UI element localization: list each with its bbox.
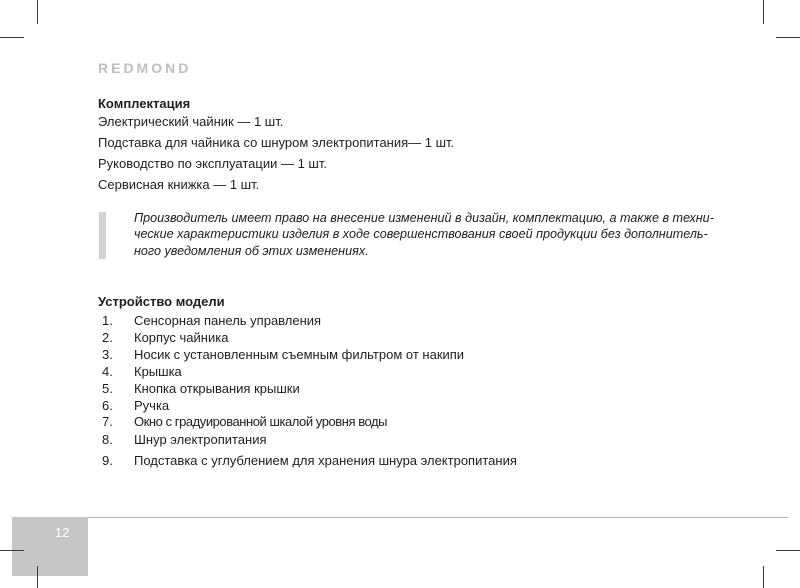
crop-mark-bottom-left-horizontal [0, 550, 24, 551]
part-number: 5. [102, 381, 113, 396]
contents-heading: Комплектация [98, 96, 191, 111]
part-number: 7. [102, 414, 113, 429]
notice-line: ческие характеристики изделия в ходе совершенствования своей продукции без дополнитель- [134, 227, 708, 241]
part-label: Корпус чайника [134, 330, 229, 345]
crop-mark-bottom-right-vertical [763, 566, 764, 588]
part-label: Ручка [134, 398, 170, 413]
part-label: Крышка [134, 364, 182, 379]
notice-line: Производитель имеет право на внесение изменений в дизайн, комплектацию, а также в техни- [134, 211, 714, 225]
footer-rule [88, 517, 788, 518]
part-label: Подставка с углублением для хранения шнура электропитания [134, 453, 517, 468]
part-number: 8. [102, 432, 113, 447]
crop-mark-top-left-horizontal [0, 37, 24, 38]
part-number: 3. [102, 347, 113, 362]
page-number: 12 [55, 525, 70, 540]
part-label: Носик с установленным съемным фильтром от накипи [134, 347, 465, 362]
part-number: 4. [102, 364, 113, 379]
crop-mark-bottom-left-vertical [37, 566, 38, 588]
part-label: Кнопка открывания крышки [134, 381, 300, 396]
contents-item: Сервисная книжка — 1 шт. [98, 177, 260, 192]
notice-line: ного уведомления об этих изменениях. [134, 244, 369, 258]
part-label: Шнур электропитания [134, 432, 267, 447]
crop-mark-top-right-horizontal [776, 37, 800, 38]
crop-mark-bottom-right-horizontal [776, 550, 800, 551]
crop-mark-top-right-vertical [763, 0, 764, 24]
contents-item: Электрический чайник — 1 шт. [98, 114, 284, 129]
contents-item: Руководство по эксплуатации — 1 шт. [98, 156, 327, 171]
part-number: 6. [102, 398, 113, 413]
page-number-box [12, 517, 88, 576]
device-heading: Устройство модели [98, 294, 225, 309]
part-label: Сенсорная панель управления [134, 313, 322, 328]
contents-item: Подставка для чайника со шнуром электропитания— 1 шт. [98, 135, 455, 150]
crop-mark-top-left-vertical [37, 0, 38, 24]
part-number: 9. [102, 453, 113, 468]
part-number: 1. [102, 313, 113, 328]
brand-logo: REDMOND [98, 60, 192, 76]
part-number: 2. [102, 330, 113, 345]
part-label: Окно с градуированной шкалой уровня воды [134, 414, 388, 429]
notice-bar [99, 212, 106, 259]
